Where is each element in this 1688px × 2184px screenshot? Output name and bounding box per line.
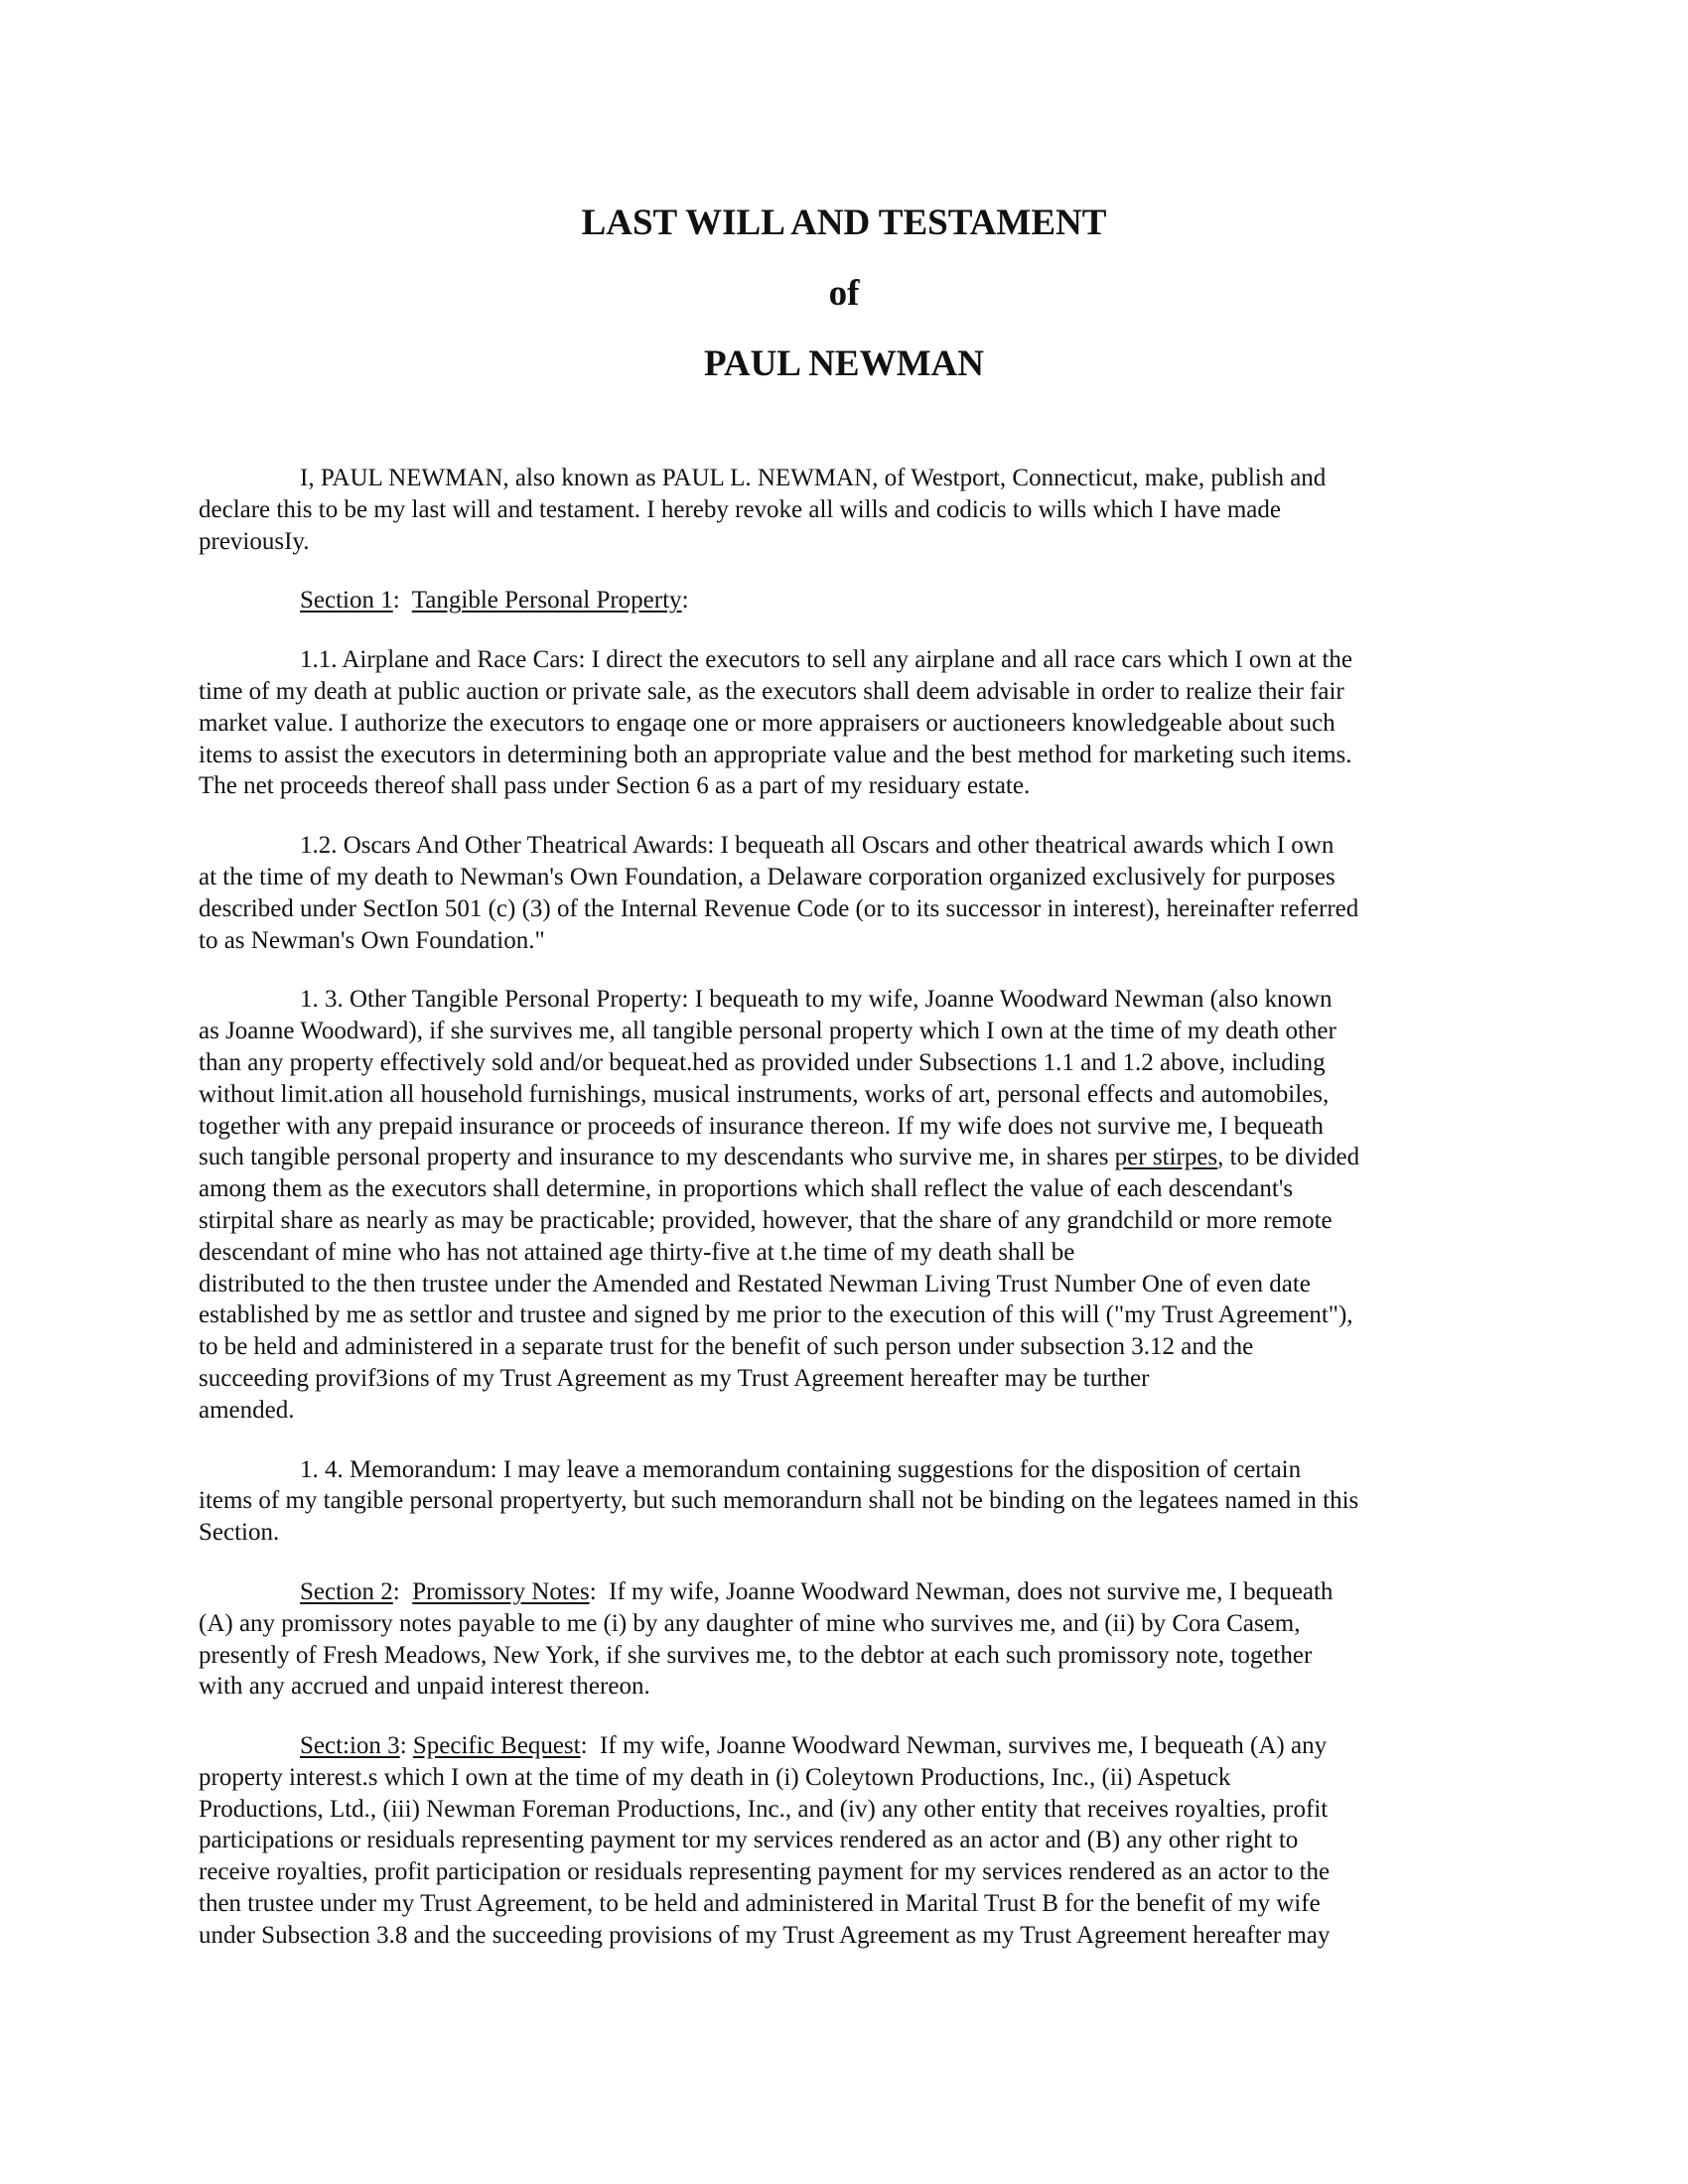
text-line: described under SectIon 501 (c) (3) of the Internal Revenue Code (or to its successor in interest), hereinafter referred (199, 894, 1359, 922)
text-segment: : If my wife, Joanne Woodward Newman, survives me, I bequeath (A) any (580, 1732, 1328, 1760)
per-stirpes-term: per stirpes (1114, 1144, 1218, 1171)
section-1-label: Section 1 (300, 587, 393, 614)
paragraph-1-3 (199, 984, 1481, 1426)
text-line: Section. (199, 1519, 280, 1547)
title-line-1: LAST WILL AND TESTAMENT (581, 203, 1107, 243)
section-3-paragraph (199, 1730, 1481, 1952)
text-line: to be held and administered in a separate trust for the benefit of such person under subsection 3.12 and the (199, 1333, 1254, 1361)
text-line: (A) any promissory notes payable to me (i) by any daughter of mine who survives me, and (ii) by Cora Casem, (199, 1609, 1301, 1637)
title-line-3: PAUL NEWMAN (704, 343, 984, 384)
section-1-heading (199, 585, 1481, 616)
section-1-end: : (681, 587, 689, 614)
paragraph-1-2 (199, 830, 1481, 956)
text-line (199, 585, 1481, 616)
text-line: 1.2. Oscars And Other Theatrical Awards: I bequeath all Oscars and other theatrical awards which I own (300, 832, 1335, 860)
text-line: market value. I authorize the executors to engaqe one or more appraisers or auctioneers knowledgeable about such (199, 709, 1336, 737)
intro-paragraph (199, 463, 1481, 557)
text-line: as Joanne Woodward), if she survives me, all tangible personal property which I own at the time of my death other (199, 1018, 1336, 1045)
text-line: succeeding provif3ions of my Trust Agreement as my Trust Agreement hereafter may be turther (199, 1364, 1150, 1392)
text-line: than any property effectively sold and/or bequeat.hed as provided under Subsections 1.1 and 1.2 above, including (199, 1048, 1326, 1076)
text-line: property interest.s which I own at the time of my death in (i) Coleytown Productions, Inc., (ii) Aspetuck (199, 1763, 1231, 1791)
text-line: stirpital share as nearly as may be practicable; provided, however, that the share of any grandchild or more remote (199, 1206, 1333, 1234)
section-3-sep: : (399, 1732, 413, 1760)
text-line: with any accrued and unpaid interest thereon. (199, 1673, 650, 1701)
text-line: receive royalties, profit participation or residuals representing payment for my services rendered as an actor to the (199, 1858, 1331, 1886)
text-line: Productions, Ltd., (iii) Newman Foreman Productions, Inc., and (iv) any other entity that receives royalties, profit (199, 1795, 1329, 1823)
section-2-paragraph (199, 1576, 1481, 1703)
text-line: without limit.ation all household furnishings, musical instruments, works of art, personal effects and automobiles, (199, 1080, 1330, 1108)
text-line: to as Newman's Own Foundation." (199, 926, 545, 954)
text-segment: : If my wife, Joanne Woodward Newman, does not survive me, I bequeath (589, 1577, 1334, 1605)
text-line: I, PAUL NEWMAN, also known as PAUL L. NEWMAN, of Westport, Connecticut, make, publish and (300, 465, 1327, 491)
text-line: 1.1. Airplane and Race Cars: I direct the executors to sell any airplane and all race cars which I own at the (300, 646, 1352, 674)
text-line (199, 1576, 1481, 1608)
section-2-sep: : (392, 1577, 413, 1605)
paragraph-1-1 (199, 644, 1481, 802)
section-3-title: Specific Bequest (412, 1732, 581, 1760)
text-line: items to assist the executors in determining both an appropriate value and the best method for marketing such items. (199, 741, 1352, 768)
text-segment: , to be divided (1217, 1144, 1360, 1171)
section-1-title: Tangible Personal Property (411, 587, 682, 614)
text-line (199, 1730, 1481, 1762)
title-line-2: of (828, 273, 860, 314)
text-line: 1. 3. Other Tangible Personal Property: I bequeath to my wife, Joanne Woodward Newman (also known (300, 986, 1333, 1014)
text-line: previousIy. (199, 527, 310, 555)
text-line: descendant of mine who has not attained age thirty-five at t.he time of my death shall be (199, 1238, 1075, 1266)
document-body (199, 463, 1481, 1979)
paragraph-1-4 (199, 1454, 1481, 1549)
text-line: participations or residuals representing payment tor my services rendered as an actor and (B) any other right to (199, 1827, 1299, 1854)
text-line: under Subsection 3.8 and the succeeding provisions of my Trust Agreement as my Trust Agreement hereafter may (199, 1921, 1331, 1949)
section-3-label: Sect:ion 3 (300, 1732, 400, 1760)
section-2-label: Section 2 (300, 1577, 393, 1605)
section-1-sep: : (392, 587, 412, 614)
text-line: The net proceeds thereof shall pass under Section 6 as a part of my residuary estate. (199, 772, 1031, 800)
text-line: 1. 4. Memorandum: I may leave a memorandum containing suggestions for the disposition of certain (300, 1455, 1302, 1483)
section-2-title: Promissory Notes (412, 1577, 590, 1605)
text-line: time of my death at public auction or private sale, as the executors shall deem advisable in order to realize their fair (199, 677, 1344, 705)
document-title-block (0, 205, 1688, 382)
text-line: together with any prepaid insurance or proceeds of insurance thereon. If my wife does not survive me, I bequeath (199, 1112, 1324, 1140)
text-line: distributed to the then trustee under the Amended and Restated Newman Living Trust Number One of even date (199, 1270, 1311, 1297)
text-line: then trustee under my Trust Agreement, to be held and administered in Marital Trust B for the benefit of my wife (199, 1890, 1321, 1918)
text-line: amended. (199, 1396, 295, 1424)
text-line: among them as the executors shall determine, in proportions which shall reflect the value of each descendant's (199, 1175, 1294, 1203)
text-line: established by me as settlor and trustee and signed by me prior to the execution of this will ("my Trust Agreement"), (199, 1301, 1353, 1329)
text-segment: such tangible personal property and insurance to my descendants who survive me, in shares (199, 1144, 1115, 1171)
text-line: presently of Fresh Meadows, New York, if she survives me, to the debtor at each such promissory note, together (199, 1641, 1313, 1669)
text-line (199, 1142, 1481, 1173)
text-line: at the time of my death to Newman's Own Foundation, a Delaware corporation organized exclusively for purposes (199, 863, 1336, 890)
text-line: items of my tangible personal propertyerty, but such memorandurn shall not be binding on the legatees named in this (199, 1487, 1359, 1515)
text-line: declare this to be my last will and testament. I hereby revoke all wills and codicis to wills which I have made (199, 495, 1281, 523)
